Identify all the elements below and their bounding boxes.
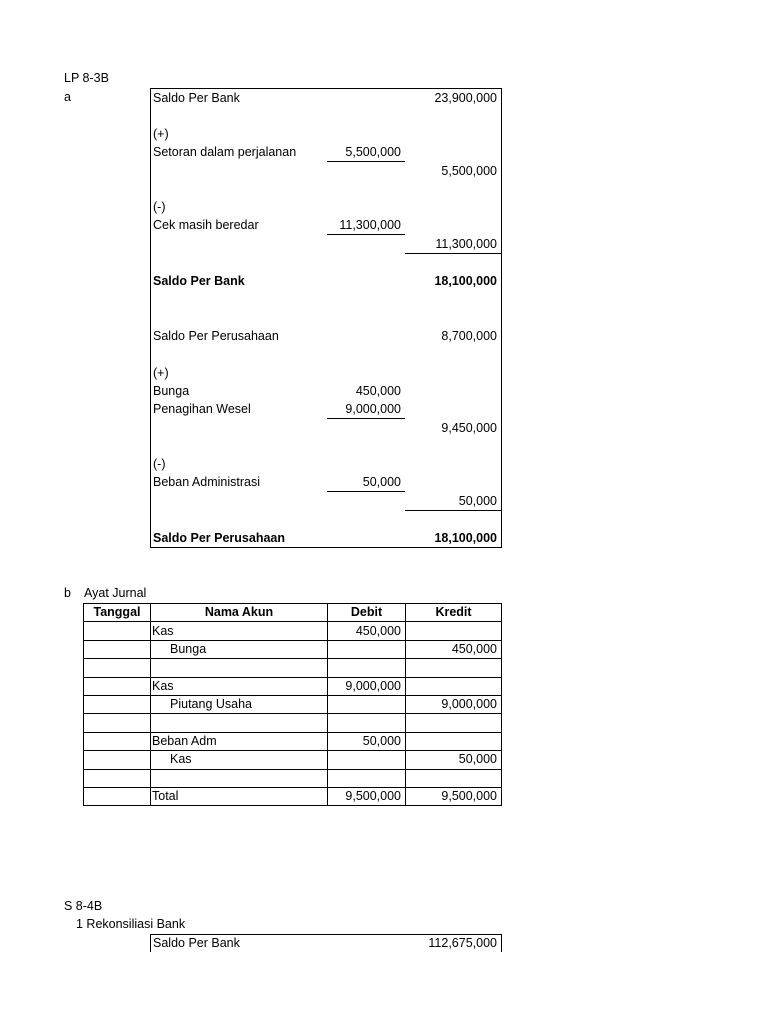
note-label: Penagihan Wesel	[153, 402, 251, 416]
company-end-value: 18,100,000	[434, 531, 497, 545]
note-value: 9,000,000	[345, 402, 401, 416]
credit-cell: 450,000	[451, 642, 497, 656]
checks-value: 11,300,000	[339, 218, 401, 232]
bank-start-value: 23,900,000	[434, 91, 497, 105]
header-tanggal: Tanggal	[93, 605, 141, 619]
grid-row-line	[83, 658, 502, 659]
company-end-label: Saldo Per Perusahaan	[153, 531, 286, 545]
debit-cell: 450,000	[355, 623, 401, 638]
credit-cell: 50,000	[458, 752, 497, 767]
bank-label: Saldo Per Bank	[153, 936, 240, 950]
deposit-value: 5,500,000	[345, 145, 401, 159]
account-cell: Kas	[152, 678, 174, 693]
account-cell: Beban Adm	[152, 734, 217, 748]
debit-cell: 9,000,000	[345, 678, 401, 693]
debit-cell: 9,500,000	[345, 789, 401, 804]
checks-label: Cek masih beredar	[153, 218, 259, 232]
section-title: S 8-4B	[64, 899, 103, 913]
checks-total: 11,300,000	[435, 237, 497, 251]
account-cell: Total	[152, 789, 179, 804]
section-subtitle: 1 Rekonsiliasi Bank	[76, 917, 186, 931]
grid-col-line	[150, 603, 151, 805]
deposit-total: 5,500,000	[441, 164, 497, 178]
plus-label: (+)	[153, 127, 169, 141]
underline	[405, 510, 501, 511]
minus-label: (-)	[153, 200, 166, 214]
grid-row-line	[83, 769, 502, 770]
interest-value: 450,000	[355, 384, 401, 398]
bank-end-label: Saldo Per Bank	[153, 274, 245, 288]
underline	[405, 253, 501, 254]
bank-value: 112,675,000	[428, 936, 497, 950]
credit-cell: 9,500,000	[441, 789, 497, 804]
credit-cell: 9,000,000	[441, 697, 497, 712]
debit-cell: 50,000	[362, 734, 401, 748]
minus-label: (-)	[153, 457, 166, 471]
additions-total: 9,450,000	[441, 421, 497, 435]
grid-col-line	[501, 603, 502, 805]
admin-value: 50,000	[362, 475, 401, 489]
box-right-border	[501, 934, 502, 952]
header-nama-akun: Nama Akun	[204, 605, 274, 619]
account-cell: Kas	[152, 623, 174, 638]
underline	[327, 418, 405, 419]
underline	[327, 491, 405, 492]
grid-col-line	[83, 603, 84, 805]
underline	[327, 161, 405, 162]
header-kredit: Kredit	[435, 605, 472, 619]
journal-title: Ayat Jurnal	[84, 586, 147, 600]
admin-total: 50,000	[458, 494, 497, 508]
interest-label: Bunga	[153, 384, 190, 398]
company-start-label: Saldo Per Perusahaan	[153, 329, 279, 343]
part-b-label: b	[64, 586, 71, 600]
grid-row-line	[83, 805, 502, 806]
bank-end-value: 18,100,000	[434, 274, 497, 288]
grid-row-line	[83, 603, 502, 604]
header-debit: Debit	[350, 605, 383, 619]
admin-label: Beban Administrasi	[153, 475, 261, 489]
bank-start-label: Saldo Per Bank	[153, 91, 240, 105]
plus-label: (+)	[153, 366, 169, 380]
section-title: LP 8-3B	[64, 71, 109, 85]
underline	[327, 234, 405, 235]
part-a-label: a	[64, 90, 71, 104]
deposit-label: Setoran dalam perjalanan	[153, 145, 297, 159]
box-left-border	[150, 934, 151, 952]
account-cell: Kas	[170, 752, 192, 767]
account-cell: Bunga	[170, 642, 207, 656]
company-start-value: 8,700,000	[441, 329, 497, 343]
account-cell: Piutang Usaha	[170, 697, 253, 712]
grid-row-line	[83, 713, 502, 714]
